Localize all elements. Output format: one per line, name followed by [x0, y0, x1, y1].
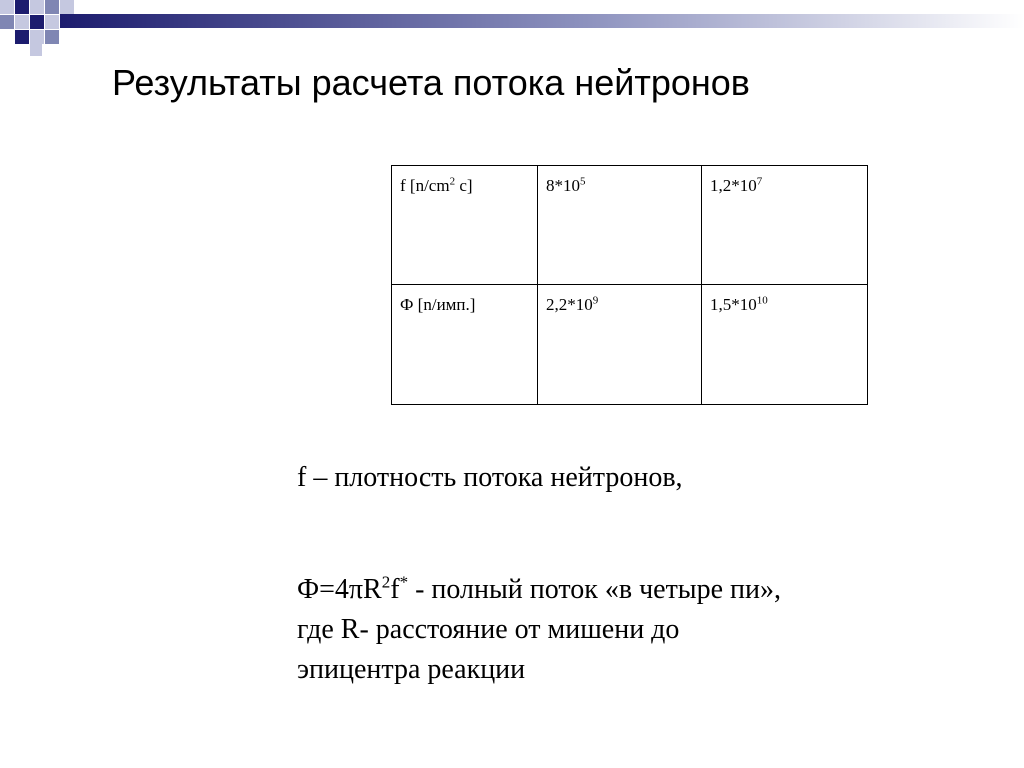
header-square: [30, 30, 44, 44]
flux-results-table: [391, 165, 868, 405]
density-definition: f – плотность потока нейтронов,: [297, 462, 683, 493]
formula-explanation-line: где R- расстояние от мишени до: [297, 614, 680, 645]
header-decoration: [0, 0, 1024, 56]
header-gradient-bar: [60, 14, 1024, 28]
slide-title: Результаты расчета потока нейтронов: [112, 62, 750, 103]
table-cell-label: f [$n/cm^2$ c]: [392, 166, 538, 285]
table-row: [392, 166, 868, 285]
header-square: [15, 30, 29, 44]
table-row: [392, 285, 868, 405]
header-square: [0, 15, 14, 29]
header-square: [30, 0, 44, 14]
header-square: [0, 0, 14, 14]
header-square: [60, 0, 74, 14]
table-cell-value: $1,5*10^{10}$: [702, 285, 868, 405]
table-cell-value: $2,2*10^9$: [538, 285, 702, 405]
table-cell-value: $1,2*10^7$: [702, 166, 868, 285]
header-square: [15, 15, 29, 29]
formula-explanation-line: эпицентра реакции: [297, 654, 526, 685]
header-square: [45, 0, 59, 14]
header-square: [15, 0, 29, 14]
formula-line: $Ф=4\pi R^2f^*$ - полный поток «в четыре пи»,: [297, 572, 782, 605]
header-square: [45, 15, 59, 29]
table-cell-label: Ф [n/имп.]: [392, 285, 538, 405]
table-cell-value: $8*10^5$: [538, 166, 702, 285]
header-square: [30, 44, 42, 56]
formula-block: [297, 570, 781, 690]
header-square: [30, 15, 44, 29]
header-square: [45, 30, 59, 44]
